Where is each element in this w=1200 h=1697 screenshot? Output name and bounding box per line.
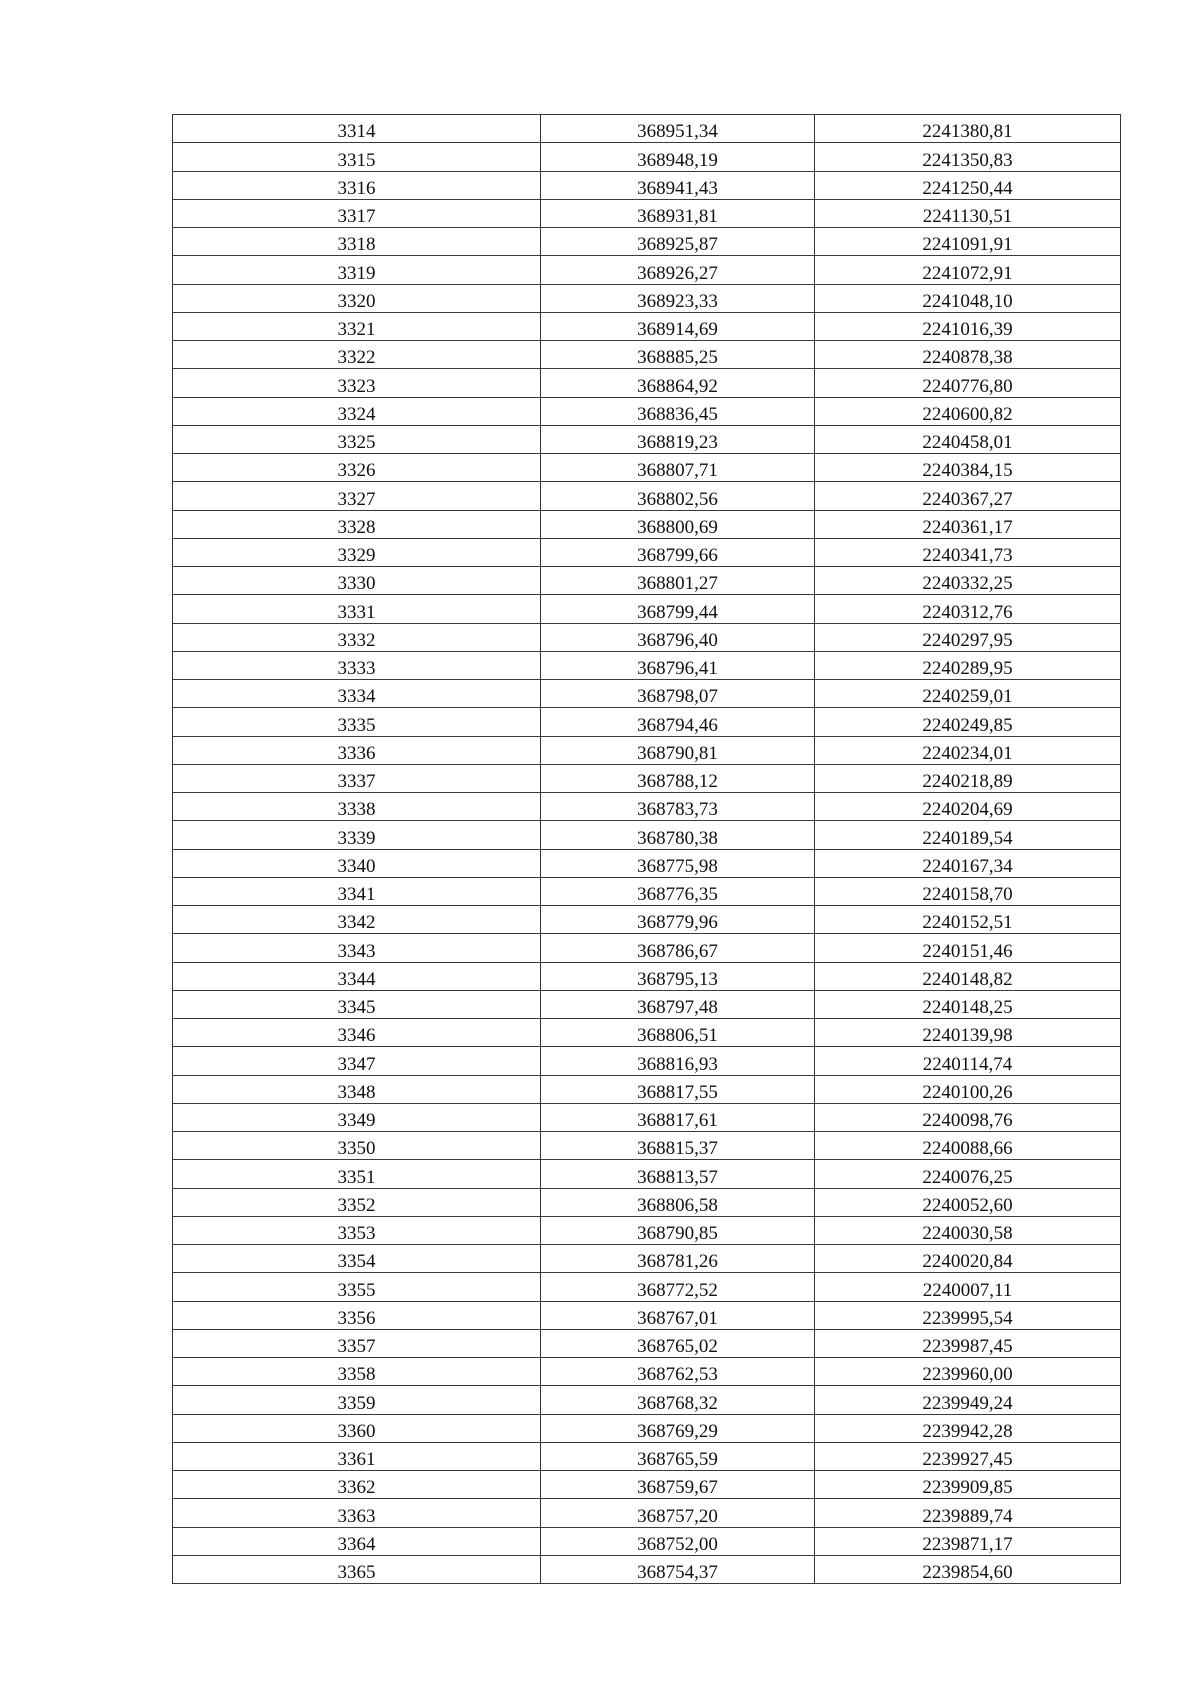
- point-number-cell: 3344: [173, 962, 541, 990]
- point-number-cell: 3333: [173, 651, 541, 679]
- y-coordinate-cell: 2240361,17: [815, 510, 1121, 538]
- y-coordinate-cell: 2240249,85: [815, 708, 1121, 736]
- table-row: [173, 736, 1121, 764]
- table-row: [173, 680, 1121, 708]
- y-coordinate-cell: 2240152,51: [815, 906, 1121, 934]
- x-coordinate-cell: 368768,32: [541, 1386, 815, 1414]
- x-coordinate-cell: 368767,01: [541, 1301, 815, 1329]
- table-row: [173, 764, 1121, 792]
- x-coordinate-cell: 368819,23: [541, 425, 815, 453]
- table-row: [173, 962, 1121, 990]
- point-number-cell: 3328: [173, 510, 541, 538]
- y-coordinate-cell: 2239889,74: [815, 1499, 1121, 1527]
- x-coordinate-cell: 368794,46: [541, 708, 815, 736]
- point-number-cell: 3360: [173, 1414, 541, 1442]
- point-number-cell: 3338: [173, 793, 541, 821]
- x-coordinate-cell: 368779,96: [541, 906, 815, 934]
- y-coordinate-cell: 2240289,95: [815, 651, 1121, 679]
- point-number-cell: 3354: [173, 1245, 541, 1273]
- y-coordinate-cell: 2239960,00: [815, 1358, 1121, 1386]
- y-coordinate-cell: 2240148,25: [815, 990, 1121, 1018]
- x-coordinate-cell: 368798,07: [541, 680, 815, 708]
- x-coordinate-cell: 368885,25: [541, 341, 815, 369]
- x-coordinate-cell: 368948,19: [541, 143, 815, 171]
- table-row: [173, 877, 1121, 905]
- table-row: [173, 821, 1121, 849]
- point-number-cell: 3334: [173, 680, 541, 708]
- x-coordinate-cell: 368836,45: [541, 397, 815, 425]
- y-coordinate-cell: 2240367,27: [815, 482, 1121, 510]
- x-coordinate-cell: 368776,35: [541, 877, 815, 905]
- y-coordinate-cell: 2240148,82: [815, 962, 1121, 990]
- y-coordinate-cell: 2241016,39: [815, 312, 1121, 340]
- table-row: [173, 1442, 1121, 1470]
- table-row: [173, 228, 1121, 256]
- y-coordinate-cell: 2240139,98: [815, 1019, 1121, 1047]
- y-coordinate-cell: 2240297,95: [815, 623, 1121, 651]
- x-coordinate-cell: 368941,43: [541, 171, 815, 199]
- table-row: [173, 567, 1121, 595]
- x-coordinate-cell: 368775,98: [541, 849, 815, 877]
- y-coordinate-cell: 2240020,84: [815, 1245, 1121, 1273]
- y-coordinate-cell: 2240076,25: [815, 1160, 1121, 1188]
- y-coordinate-cell: 2240312,76: [815, 595, 1121, 623]
- table-row: [173, 1216, 1121, 1244]
- x-coordinate-cell: 368769,29: [541, 1414, 815, 1442]
- point-number-cell: 3314: [173, 115, 541, 143]
- x-coordinate-cell: 368797,48: [541, 990, 815, 1018]
- x-coordinate-cell: 368864,92: [541, 369, 815, 397]
- point-number-cell: 3325: [173, 425, 541, 453]
- point-number-cell: 3343: [173, 934, 541, 962]
- point-number-cell: 3363: [173, 1499, 541, 1527]
- x-coordinate-cell: 368795,13: [541, 962, 815, 990]
- point-number-cell: 3353: [173, 1216, 541, 1244]
- y-coordinate-cell: 2240189,54: [815, 821, 1121, 849]
- x-coordinate-cell: 368925,87: [541, 228, 815, 256]
- y-coordinate-cell: 2240878,38: [815, 341, 1121, 369]
- x-coordinate-cell: 368757,20: [541, 1499, 815, 1527]
- table-row: [173, 1301, 1121, 1329]
- point-number-cell: 3339: [173, 821, 541, 849]
- point-number-cell: 3320: [173, 284, 541, 312]
- x-coordinate-cell: 368752,00: [541, 1527, 815, 1555]
- coordinate-table-body: [173, 115, 1121, 1584]
- table-row: [173, 1527, 1121, 1555]
- y-coordinate-cell: 2240384,15: [815, 454, 1121, 482]
- y-coordinate-cell: 2239942,28: [815, 1414, 1121, 1442]
- table-row: [173, 906, 1121, 934]
- point-number-cell: 3322: [173, 341, 541, 369]
- table-row: [173, 1188, 1121, 1216]
- y-coordinate-cell: 2240098,76: [815, 1103, 1121, 1131]
- x-coordinate-cell: 368786,67: [541, 934, 815, 962]
- point-number-cell: 3346: [173, 1019, 541, 1047]
- table-row: [173, 1414, 1121, 1442]
- table-row: [173, 595, 1121, 623]
- point-number-cell: 3359: [173, 1386, 541, 1414]
- table-row: [173, 454, 1121, 482]
- point-number-cell: 3350: [173, 1132, 541, 1160]
- x-coordinate-cell: 368802,56: [541, 482, 815, 510]
- table-row: [173, 1160, 1121, 1188]
- table-row: [173, 538, 1121, 566]
- x-coordinate-cell: 368923,33: [541, 284, 815, 312]
- x-coordinate-cell: 368806,51: [541, 1019, 815, 1047]
- table-row: [173, 1132, 1121, 1160]
- table-row: [173, 1245, 1121, 1273]
- x-coordinate-cell: 368807,71: [541, 454, 815, 482]
- x-coordinate-cell: 368765,02: [541, 1329, 815, 1357]
- coordinate-table: [172, 114, 1121, 1584]
- x-coordinate-cell: 368951,34: [541, 115, 815, 143]
- x-coordinate-cell: 368813,57: [541, 1160, 815, 1188]
- point-number-cell: 3340: [173, 849, 541, 877]
- x-coordinate-cell: 368801,27: [541, 567, 815, 595]
- point-number-cell: 3332: [173, 623, 541, 651]
- y-coordinate-cell: 2240218,89: [815, 764, 1121, 792]
- y-coordinate-cell: 2240052,60: [815, 1188, 1121, 1216]
- y-coordinate-cell: 2240332,25: [815, 567, 1121, 595]
- y-coordinate-cell: 2239995,54: [815, 1301, 1121, 1329]
- y-coordinate-cell: 2240167,34: [815, 849, 1121, 877]
- point-number-cell: 3336: [173, 736, 541, 764]
- table-row: [173, 425, 1121, 453]
- point-number-cell: 3335: [173, 708, 541, 736]
- table-row: [173, 1273, 1121, 1301]
- point-number-cell: 3341: [173, 877, 541, 905]
- table-row: [173, 1019, 1121, 1047]
- table-row: [173, 1075, 1121, 1103]
- table-row: [173, 708, 1121, 736]
- point-number-cell: 3323: [173, 369, 541, 397]
- point-number-cell: 3342: [173, 906, 541, 934]
- y-coordinate-cell: 2239854,60: [815, 1555, 1121, 1583]
- table-row: [173, 1555, 1121, 1583]
- point-number-cell: 3362: [173, 1471, 541, 1499]
- table-row: [173, 1358, 1121, 1386]
- table-row: [173, 369, 1121, 397]
- x-coordinate-cell: 368914,69: [541, 312, 815, 340]
- y-coordinate-cell: 2240204,69: [815, 793, 1121, 821]
- y-coordinate-cell: 2240234,01: [815, 736, 1121, 764]
- point-number-cell: 3364: [173, 1527, 541, 1555]
- x-coordinate-cell: 368800,69: [541, 510, 815, 538]
- point-number-cell: 3327: [173, 482, 541, 510]
- table-row: [173, 849, 1121, 877]
- y-coordinate-cell: 2240341,73: [815, 538, 1121, 566]
- y-coordinate-cell: 2240600,82: [815, 397, 1121, 425]
- x-coordinate-cell: 368765,59: [541, 1442, 815, 1470]
- table-row: [173, 623, 1121, 651]
- table-row: [173, 990, 1121, 1018]
- y-coordinate-cell: 2241380,81: [815, 115, 1121, 143]
- x-coordinate-cell: 368772,52: [541, 1273, 815, 1301]
- x-coordinate-cell: 368790,85: [541, 1216, 815, 1244]
- x-coordinate-cell: 368781,26: [541, 1245, 815, 1273]
- point-number-cell: 3324: [173, 397, 541, 425]
- table-row: [173, 341, 1121, 369]
- x-coordinate-cell: 368799,66: [541, 538, 815, 566]
- y-coordinate-cell: 2239871,17: [815, 1527, 1121, 1555]
- x-coordinate-cell: 368762,53: [541, 1358, 815, 1386]
- x-coordinate-cell: 368926,27: [541, 256, 815, 284]
- table-row: [173, 1386, 1121, 1414]
- y-coordinate-cell: 2241091,91: [815, 228, 1121, 256]
- point-number-cell: 3356: [173, 1301, 541, 1329]
- x-coordinate-cell: 368788,12: [541, 764, 815, 792]
- table-row: [173, 1103, 1121, 1131]
- x-coordinate-cell: 368759,67: [541, 1471, 815, 1499]
- y-coordinate-cell: 2240088,66: [815, 1132, 1121, 1160]
- point-number-cell: 3361: [173, 1442, 541, 1470]
- x-coordinate-cell: 368817,61: [541, 1103, 815, 1131]
- point-number-cell: 3357: [173, 1329, 541, 1357]
- x-coordinate-cell: 368815,37: [541, 1132, 815, 1160]
- x-coordinate-cell: 368754,37: [541, 1555, 815, 1583]
- x-coordinate-cell: 368817,55: [541, 1075, 815, 1103]
- y-coordinate-cell: 2240100,26: [815, 1075, 1121, 1103]
- point-number-cell: 3352: [173, 1188, 541, 1216]
- point-number-cell: 3317: [173, 199, 541, 227]
- table-row: [173, 934, 1121, 962]
- point-number-cell: 3347: [173, 1047, 541, 1075]
- point-number-cell: 3348: [173, 1075, 541, 1103]
- y-coordinate-cell: 2240114,74: [815, 1047, 1121, 1075]
- table-row: [173, 171, 1121, 199]
- table-row: [173, 312, 1121, 340]
- point-number-cell: 3358: [173, 1358, 541, 1386]
- point-number-cell: 3329: [173, 538, 541, 566]
- y-coordinate-cell: 2240158,70: [815, 877, 1121, 905]
- point-number-cell: 3351: [173, 1160, 541, 1188]
- table-row: [173, 510, 1121, 538]
- point-number-cell: 3330: [173, 567, 541, 595]
- table-row: [173, 1499, 1121, 1527]
- point-number-cell: 3365: [173, 1555, 541, 1583]
- table-row: [173, 199, 1121, 227]
- y-coordinate-cell: 2241072,91: [815, 256, 1121, 284]
- x-coordinate-cell: 368806,58: [541, 1188, 815, 1216]
- table-row: [173, 1471, 1121, 1499]
- y-coordinate-cell: 2239949,24: [815, 1386, 1121, 1414]
- y-coordinate-cell: 2239987,45: [815, 1329, 1121, 1357]
- y-coordinate-cell: 2240776,80: [815, 369, 1121, 397]
- y-coordinate-cell: 2240458,01: [815, 425, 1121, 453]
- y-coordinate-cell: 2240151,46: [815, 934, 1121, 962]
- y-coordinate-cell: 2241250,44: [815, 171, 1121, 199]
- y-coordinate-cell: 2241048,10: [815, 284, 1121, 312]
- x-coordinate-cell: 368790,81: [541, 736, 815, 764]
- point-number-cell: 3345: [173, 990, 541, 1018]
- point-number-cell: 3321: [173, 312, 541, 340]
- table-row: [173, 284, 1121, 312]
- table-row: [173, 651, 1121, 679]
- point-number-cell: 3318: [173, 228, 541, 256]
- table-row: [173, 1329, 1121, 1357]
- table-row: [173, 115, 1121, 143]
- table-row: [173, 1047, 1121, 1075]
- y-coordinate-cell: 2241130,51: [815, 199, 1121, 227]
- table-row: [173, 143, 1121, 171]
- point-number-cell: 3326: [173, 454, 541, 482]
- y-coordinate-cell: 2240007,11: [815, 1273, 1121, 1301]
- table-row: [173, 397, 1121, 425]
- y-coordinate-cell: 2240030,58: [815, 1216, 1121, 1244]
- x-coordinate-cell: 368799,44: [541, 595, 815, 623]
- y-coordinate-cell: 2241350,83: [815, 143, 1121, 171]
- point-number-cell: 3349: [173, 1103, 541, 1131]
- point-number-cell: 3337: [173, 764, 541, 792]
- point-number-cell: 3315: [173, 143, 541, 171]
- y-coordinate-cell: 2240259,01: [815, 680, 1121, 708]
- point-number-cell: 3316: [173, 171, 541, 199]
- table-row: [173, 793, 1121, 821]
- x-coordinate-cell: 368796,41: [541, 651, 815, 679]
- table-row: [173, 256, 1121, 284]
- x-coordinate-cell: 368796,40: [541, 623, 815, 651]
- x-coordinate-cell: 368931,81: [541, 199, 815, 227]
- y-coordinate-cell: 2239909,85: [815, 1471, 1121, 1499]
- x-coordinate-cell: 368816,93: [541, 1047, 815, 1075]
- x-coordinate-cell: 368783,73: [541, 793, 815, 821]
- y-coordinate-cell: 2239927,45: [815, 1442, 1121, 1470]
- x-coordinate-cell: 368780,38: [541, 821, 815, 849]
- table-row: [173, 482, 1121, 510]
- point-number-cell: 3331: [173, 595, 541, 623]
- point-number-cell: 3319: [173, 256, 541, 284]
- point-number-cell: 3355: [173, 1273, 541, 1301]
